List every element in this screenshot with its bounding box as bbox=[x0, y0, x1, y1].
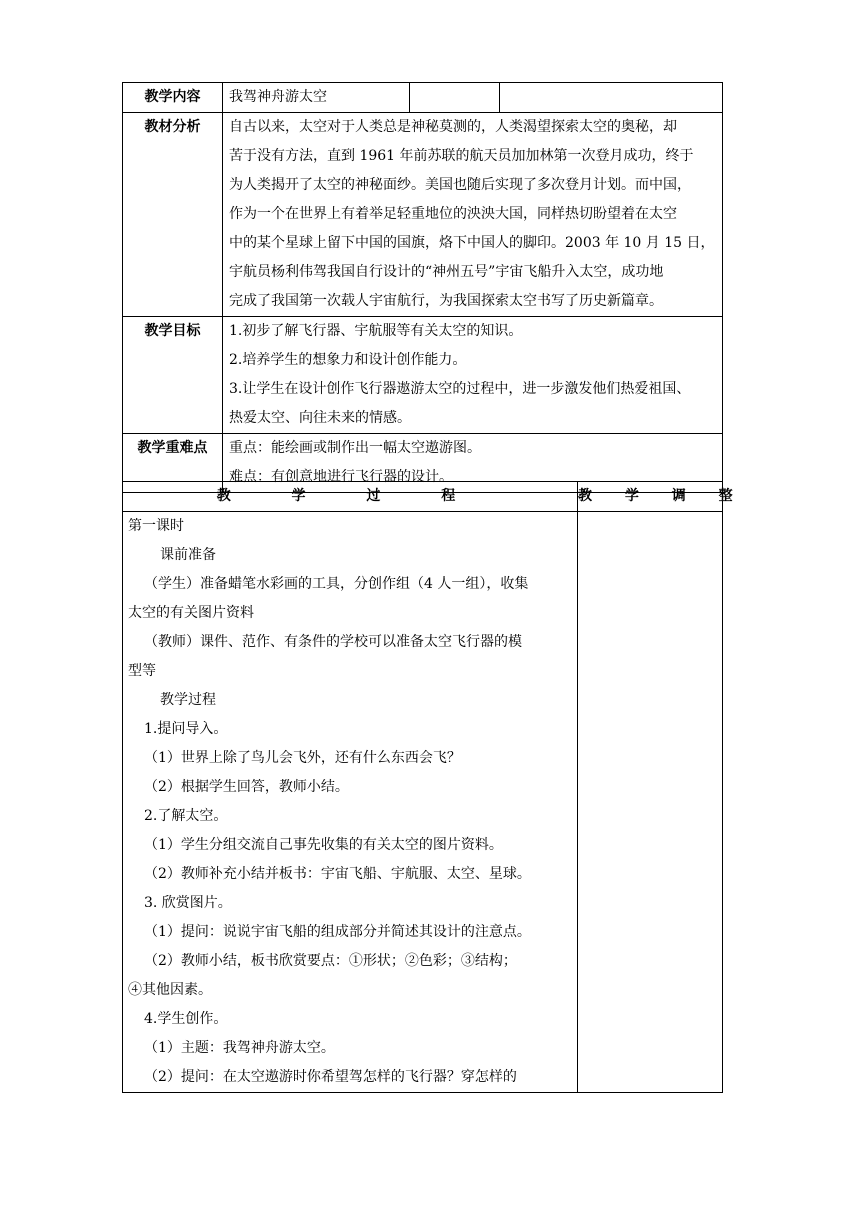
process-body bbox=[123, 512, 578, 1093]
process-line: 第一课时 bbox=[128, 518, 184, 534]
analysis-line: 苦于没有方法，直到 1961 年前苏联的航天员加加林第一次登月成功，终于 bbox=[229, 148, 694, 164]
process-line: （2）提问：在太空遨游时你希望驾怎样的飞行器？穿怎样的 bbox=[144, 1069, 517, 1085]
process-line: （2）根据学生回答，教师小结。 bbox=[144, 779, 349, 795]
goal-line: 3.让学生在设计创作飞行器遨游太空的过程中，进一步激发他们热爱祖国、 bbox=[229, 381, 691, 397]
keypoint-line: 重点：能绘画或制作出一幅太空遨游图。 bbox=[229, 440, 481, 456]
goal-line: 1.初步了解飞行器、宇航服等有关太空的知识。 bbox=[229, 323, 523, 339]
process-line: ④其他因素。 bbox=[128, 982, 212, 998]
keypoint-line: 难点：有创意地进行飞行器的设计。 bbox=[229, 469, 453, 485]
process-line: （1）提问：说说宇宙飞船的组成部分并简述其设计的注意点。 bbox=[144, 924, 531, 940]
process-line: （教师）课件、范作、有条件的学校可以准备太空飞行器的模 bbox=[144, 634, 522, 650]
process-line: （2）教师补充小结并板书：宇宙飞船、宇航服、太空、星球。 bbox=[144, 866, 531, 882]
empty-cell-1 bbox=[410, 83, 500, 113]
process-line: （学生）准备蜡笔水彩画的工具，分创作组（4 人一组），收集 bbox=[144, 576, 529, 592]
goal-line: 2.培养学生的想象力和设计创作能力。 bbox=[229, 352, 467, 368]
process-line: 课前准备 bbox=[160, 547, 216, 563]
analysis-text bbox=[223, 113, 723, 317]
adjust-body bbox=[578, 512, 723, 1093]
analysis-line: 宇航员杨利伟驾我国自行设计的“神州五号”宇宙飞船升入太空，成功地 bbox=[229, 264, 664, 280]
empty-cell-2 bbox=[500, 83, 723, 113]
process-line: （1）世界上除了鸟儿会飞外，还有什么东西会飞？ bbox=[144, 750, 461, 766]
analysis-line: 中的某个星球上留下中国的国旗，烙下中国人的脚印。2003 年 10 月 15 日， bbox=[229, 235, 715, 251]
process-line: 教学过程 bbox=[160, 692, 216, 708]
process-line: 1.提问导入。 bbox=[144, 721, 228, 737]
process-line: （2）教师小结，板书欣赏要点：①形状；②色彩；③结构； bbox=[144, 953, 517, 969]
process-line: （1）学生分组交流自己事先收集的有关太空的图片资料。 bbox=[144, 837, 503, 853]
analysis-line: 为人类揭开了太空的神秘面纱。美国也随后实现了多次登月计划。而中国， bbox=[229, 177, 691, 193]
process-line: 太空的有关图片资料 bbox=[128, 605, 254, 621]
analysis-line: 作为一个在世界上有着举足轻重地位的泱泱大国，同样热切盼望着在太空 bbox=[229, 206, 677, 222]
content-label: 教学内容 bbox=[123, 83, 223, 113]
goals-label: 教学目标 bbox=[123, 317, 223, 434]
keypoints-label: 教学重难点 bbox=[123, 434, 223, 493]
process-line: （1）主题：我驾神舟游太空。 bbox=[144, 1040, 335, 1056]
goal-line: 热爱太空、向往未来的情感。 bbox=[229, 410, 411, 426]
process-line: 型等 bbox=[128, 663, 156, 679]
process-line: 3. 欣赏图片。 bbox=[144, 895, 232, 911]
adjust-header: 教 学 调 整 bbox=[578, 482, 723, 512]
teaching-process-table bbox=[122, 481, 747, 1093]
analysis-label: 教材分析 bbox=[123, 113, 223, 317]
process-line: 2.了解太空。 bbox=[144, 808, 228, 824]
process-line: 4.学生创作。 bbox=[144, 1011, 228, 1027]
goals-text bbox=[223, 317, 723, 434]
content-value: 我驾神舟游太空 bbox=[223, 83, 410, 113]
analysis-line: 完成了我国第一次载人宇宙航行，为我国探索太空书写了历史新篇章。 bbox=[229, 293, 663, 309]
lesson-info-table bbox=[122, 82, 723, 493]
analysis-line: 自古以来，太空对于人类总是神秘莫测的，人类渴望探索太空的奥秘，却 bbox=[229, 119, 677, 135]
process-header: 教 学 过 程 bbox=[123, 482, 578, 512]
